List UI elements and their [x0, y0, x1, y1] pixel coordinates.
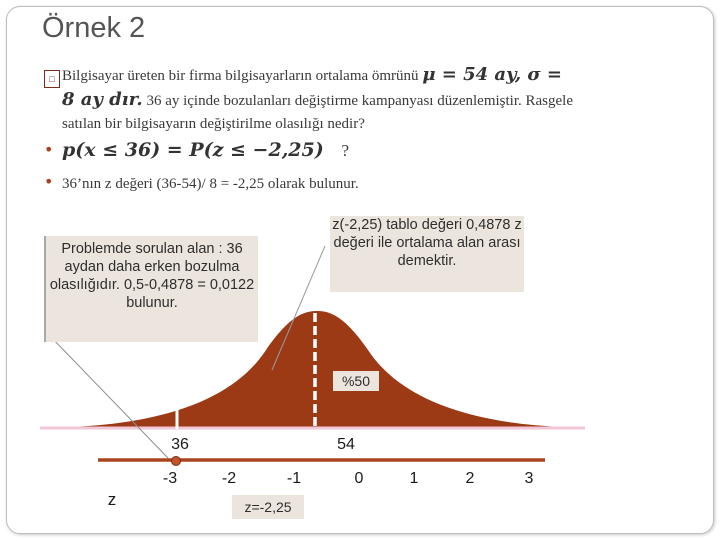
z-tick-label: 0	[354, 470, 364, 487]
probability-formula: p(x ≤ 36) = P(z ≤ −2,25)	[62, 139, 324, 161]
slide-title: Örnek 2	[42, 12, 146, 44]
z-tick-label: -2	[221, 470, 237, 487]
sigma-value-formula: 8 ay dır.	[62, 89, 143, 110]
left-explanation-note: Problemde sorulan alan : 36 aydan daha erken bozulma olasılığıdır. 0,5-0,4878 = 0,0122 bulunur.	[44, 236, 258, 342]
probability-question-mark: ?	[341, 141, 350, 160]
problem-line-3: satılan bir bilgisayarın değiştirilme olasılığı nedir?	[62, 116, 365, 132]
z-tick-label: 2	[465, 470, 475, 487]
z-tick-label: 3	[524, 470, 534, 487]
z-tick-label: 1	[409, 470, 419, 487]
problem-line-1-text: Bilgisayar üreten bir firma bilgisayarların ortalama ömrünü	[62, 68, 419, 84]
z-value-bullet: 36’nın z değeri (36-54)/ 8 = -2,25 olarak bulunur.	[62, 176, 359, 192]
problem-line-2-text: 36 ay içinde bozulanları değiştirme kampanyası düzenlemiştir. Rasgele	[146, 93, 573, 109]
z-value-label: z=-2,25	[232, 495, 304, 519]
left-note-leader-line	[50, 336, 168, 458]
bullet-dot-icon: •	[44, 140, 54, 159]
x-value-label-36: 36	[171, 436, 189, 453]
right-explanation-note: z(-2,25) tablo değeri 0,4878 z değeri ile ortalama alan arası demektir.	[330, 216, 524, 292]
mean-sigma-formula: μ = 54 ay, σ =	[422, 64, 562, 85]
x-value-label-54: 54	[337, 436, 355, 453]
bullet-dot-icon: •	[44, 172, 54, 191]
half-area-label: %50	[333, 371, 379, 391]
z-point-marker	[172, 457, 181, 466]
z-axis-name: z	[107, 490, 117, 509]
missing-glyph-bullet-icon: □	[44, 70, 60, 88]
z-tick-label: -1	[286, 470, 302, 487]
z-tick-label: -3	[162, 470, 178, 487]
